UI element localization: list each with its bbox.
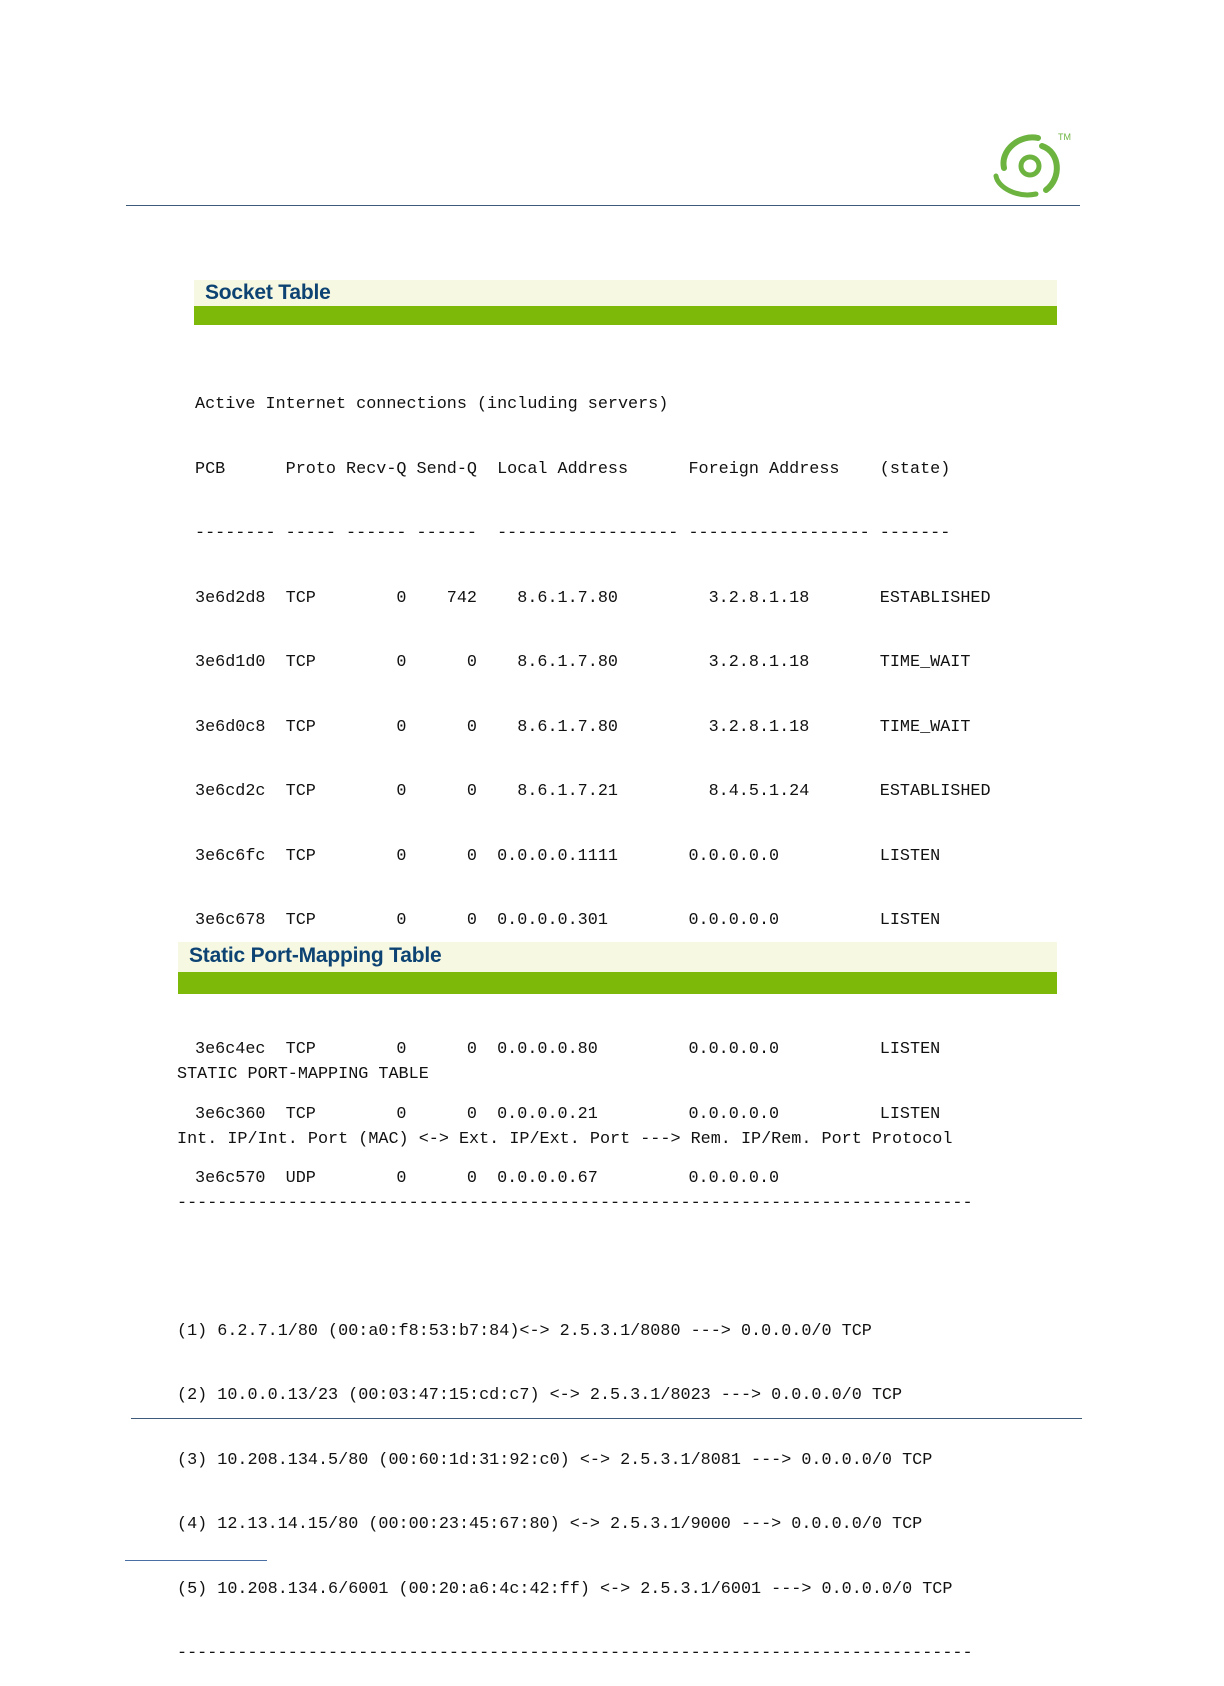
port-mapping-title: Static Port-Mapping Table <box>189 944 442 967</box>
footnote-rule <box>125 1560 267 1561</box>
socket-line: -------- ----- ------ ------ ------------------ ------------------ ------- <box>195 524 951 543</box>
port-mapping-entry: (1) 6.2.7.1/80 (00:a0:f8:53:b7:84)<-> 2.5.3.1/8080 ---> 0.0.0.0/0 TCP <box>177 1321 872 1341</box>
footer-rule <box>131 1418 1082 1419</box>
port-mapping-entry: (3) 10.208.134.5/80 (00:60:1d:31:92:c0) <-> 2.5.3.1/8081 ---> 0.0.0.0/0 TCP <box>177 1450 933 1470</box>
port-mapping-entry: (4) 12.13.14.15/80 (00:00:23:45:67:80) <-> 2.5.3.1/9000 ---> 0.0.0.0/0 TCP <box>177 1515 923 1534</box>
socket-line: 3e6d0c8 TCP 0 0 8.6.1.7.80 3.2.8.1.18 TIME_WAIT <box>195 717 971 737</box>
socket-line: 3e6c360 TCP 0 0 0.0.0.0.21 0.0.0.0.0 LISTEN <box>195 1104 941 1124</box>
socket-table-header <box>194 280 1057 325</box>
port-mapping-bar <box>178 972 1057 994</box>
socket-line: 3e6cd2c TCP 0 0 8.6.1.7.21 8.4.5.1.24 ESTABLISHED <box>195 782 991 801</box>
socket-line: 3e6c4ec TCP 0 0 0.0.0.0.80 0.0.0.0.0 LISTEN <box>195 1040 941 1059</box>
port-mapping-separator: ------------------------------------------------------------------------------- <box>177 1194 973 1213</box>
socket-line: 3e6d2d8 TCP 0 742 8.6.1.7.80 3.2.8.1.18 ESTABLISHED <box>195 588 991 608</box>
port-mapping-header <box>178 942 1057 994</box>
port-mapping-output <box>177 1021 973 1686</box>
header-rule <box>126 205 1080 206</box>
socket-line: 3e6c6fc TCP 0 0 0.0.0.0.1111 0.0.0.0.0 LISTEN <box>195 846 941 866</box>
port-mapping-separator: ------------------------------------------------------------------------------- <box>177 1644 973 1663</box>
socket-line: PCB Proto Recv-Q Send-Q Local Address Foreign Address (state) <box>195 459 951 479</box>
port-mapping-entry: (5) 10.208.134.6/6001 (00:20:a6:4c:42:ff) <-> 2.5.3.1/6001 ---> 0.0.0.0/0 TCP <box>177 1579 953 1599</box>
socket-line: 3e6c678 TCP 0 0 0.0.0.0.301 0.0.0.0.0 LISTEN <box>195 911 941 930</box>
socket-table-title: Socket Table <box>205 281 331 304</box>
socket-line: 3e6d1d0 TCP 0 0 8.6.1.7.80 3.2.8.1.18 TIME_WAIT <box>195 653 971 672</box>
swirl-logo-icon <box>990 128 1074 202</box>
socket-line: Active Internet connections (including servers) <box>195 395 669 414</box>
port-mapping-entry: (2) 10.0.0.13/23 (00:03:47:15:cd:c7) <-> 2.5.3.1/8023 ---> 0.0.0.0/0 TCP <box>177 1386 903 1405</box>
port-mapping-heading: STATIC PORT-MAPPING TABLE <box>177 1065 429 1084</box>
port-mapping-columns: Int. IP/Int. Port (MAC) <-> Ext. IP/Ext. Port ---> Rem. IP/Rem. Port Protocol <box>177 1129 953 1149</box>
socket-table-bar <box>194 306 1057 325</box>
socket-line: 3e6c570 UDP 0 0 0.0.0.0.67 0.0.0.0.0 <box>195 1169 780 1188</box>
trademark-mark: TM <box>1058 132 1071 142</box>
